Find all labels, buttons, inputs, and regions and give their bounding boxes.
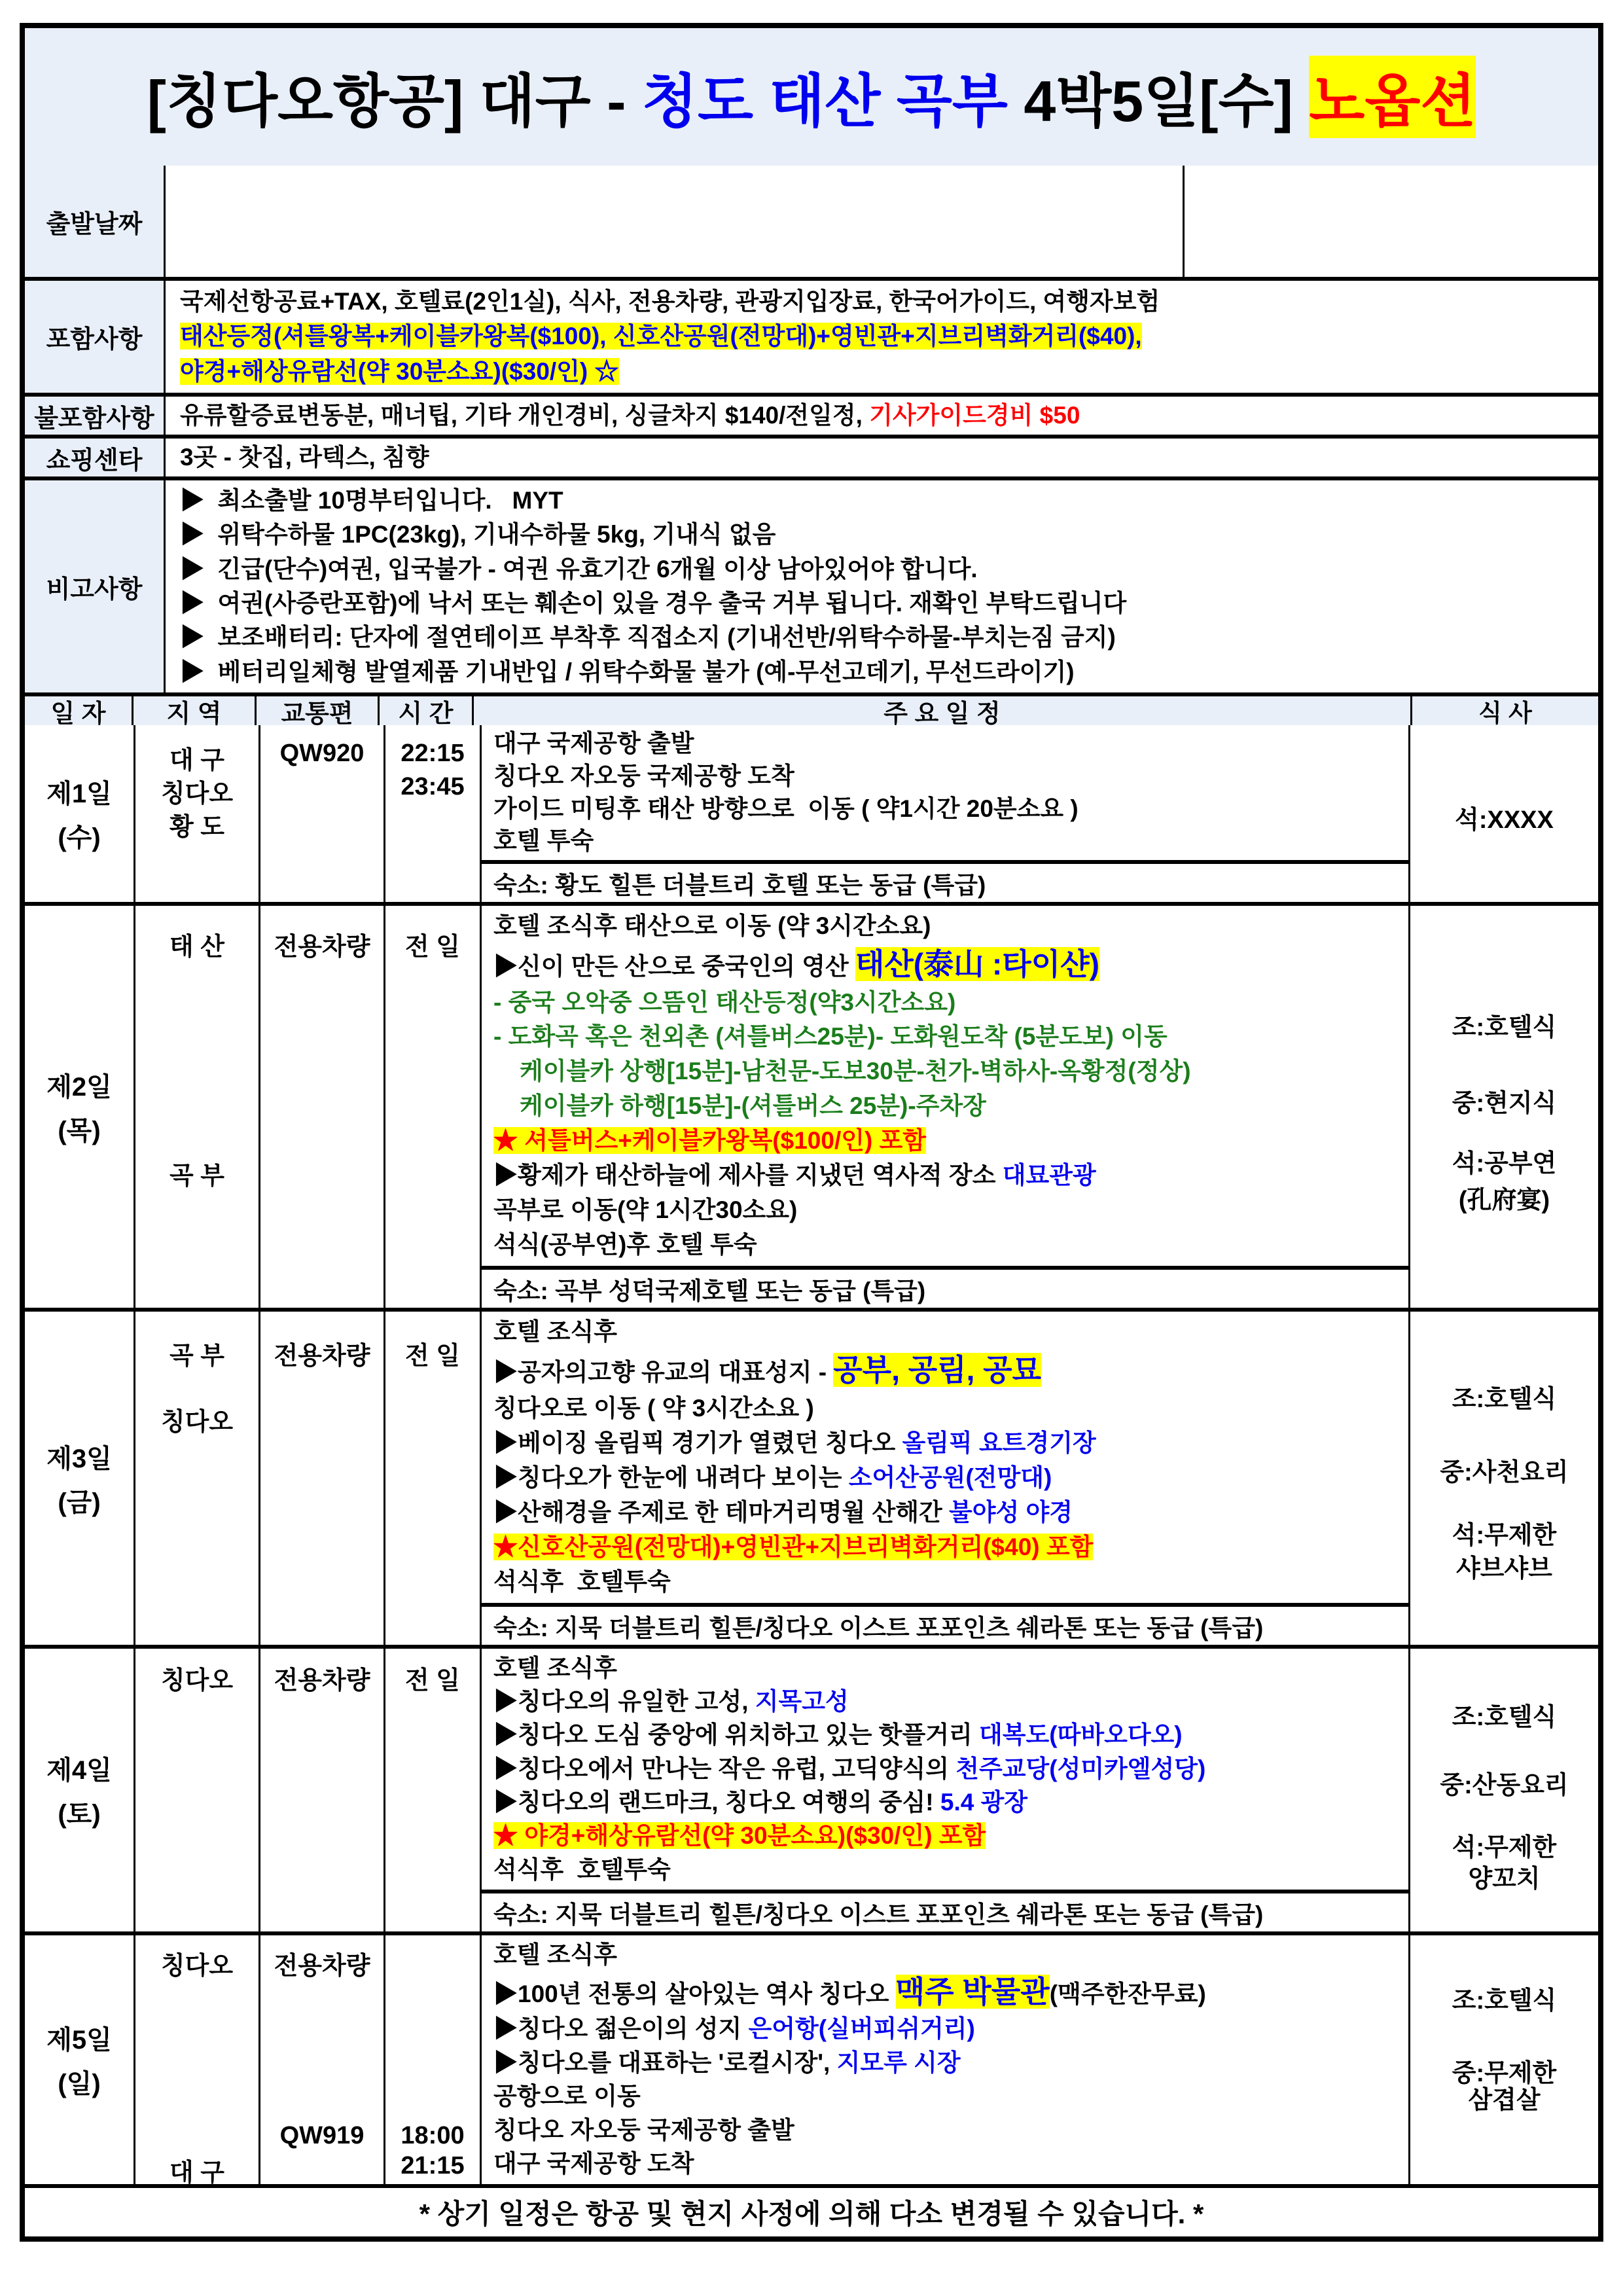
main-schedule-cell (482, 725, 1408, 902)
empty-cell (166, 166, 1185, 277)
text-segment: - 중국 오악중 으뜸인 태산등정(약3시간소요) (493, 988, 956, 1016)
itinerary-list (482, 906, 1408, 1266)
lodging-line: 숙소: 지묵 더블트리 힐튼/칭다오 이스트 포포인츠 쉐라톤 또는 동급 (특급) (482, 1603, 1408, 1645)
itinerary-line (493, 1568, 1408, 1596)
region-cell (135, 1935, 260, 2187)
lodging-line: 숙소: 곡부 성덕국제호텔 또는 동급 (특급) (482, 1266, 1408, 1308)
day-label-line: 제5일 (46, 2026, 112, 2054)
text-segment: ★신호산공원(전망대)+영빈관+지브리벽화거리($40) 포함 (493, 1533, 1094, 1560)
itinerary-line (493, 2150, 1408, 2178)
region-cell-item: 곡 부 (169, 1342, 224, 1370)
lodging-line: 숙소: 황도 힐튼 더블트리 호텔 또는 동급 (특급) (482, 860, 1408, 902)
itinerary-line (493, 1196, 1408, 1225)
meal-cell-item: (孔府宴) (1458, 1186, 1550, 1214)
day-label-line: 제3일 (46, 1444, 112, 1473)
time-cell-item: 23:45 (401, 772, 465, 800)
text-segment: ▶산해경을 주제로 한 테마거리명월 산해간 (493, 1498, 950, 1526)
text-segment: 칭다오로 이동 ( 약 3시간소요 ) (493, 1394, 814, 1422)
text-segment: ▶ 최소출발 10명부터입니다. MYT (180, 486, 563, 514)
text-segment: [칭다오항공] 대구 - (147, 69, 642, 134)
text-segment: ▶ 여권(사증란포함)에 낙서 또는 훼손이 있을 경우 출국 거부 됩니다. 재확인 부탁드립니다 (180, 589, 1127, 617)
text-segment: 청도 태산 곡부 (641, 69, 1008, 134)
info-row-content (166, 281, 1598, 393)
itinerary-line (493, 1058, 1408, 1086)
meal-cell-item: 중:현지식 (1452, 1090, 1557, 1118)
text-segment: ▶베이징 올림픽 경기가 열렸던 칭다오 (493, 1429, 902, 1456)
region-cell (135, 906, 260, 1308)
meal-cell-item: 조:호텔식 (1452, 1013, 1557, 1041)
text-segment: 가이드 미팅후 태산 방향으로 이동 ( 약1시간 20분소요 ) (493, 795, 1079, 822)
itinerary-line (493, 1822, 1408, 1850)
schedule-header-time: 시 간 (380, 696, 474, 725)
text-segment: 칭다오 자오둥 국제공항 출발 (493, 2116, 794, 2144)
schedule-header-row (25, 692, 1598, 728)
text-segment: ▶ 위탁수하물 1PC(23kg), 기내수하물 5kg, 기내식 없음 (180, 521, 776, 548)
meal-cell-item: 석:무제한 (1452, 1834, 1557, 1862)
transport-cell-item: QW920 (279, 739, 365, 767)
itinerary-list (482, 1649, 1408, 1890)
info-line (180, 624, 1598, 652)
info-line (180, 487, 1598, 515)
itinerary-line (493, 1023, 1408, 1051)
transport-cell (260, 1312, 385, 1645)
schedule-header-main: 주 요 일 정 (883, 700, 1001, 728)
info-line (180, 323, 1598, 351)
text-segment: ▶신이 만든 산으로 중국인의 영산 (493, 953, 856, 980)
text-segment: ▶칭다오를 대표하는 '로컬시장', (493, 2049, 837, 2076)
day-label-line: (수) (58, 823, 101, 852)
text-segment: ▶ 베터리일체형 발열제품 기내반입 / 위탁수화물 불가 (예-무선고데기, 무선드라이기) (180, 658, 1075, 685)
text-segment: - 도화곡 혹은 천외촌 (셔틀버스25분)- 도화원도착 (5분도보) 이동 (493, 1023, 1168, 1050)
itinerary-line (493, 1429, 1408, 1458)
itinerary-line (493, 1975, 1408, 2009)
region-cell (135, 1312, 260, 1645)
text-segment: 호텔 조식후 (493, 1654, 617, 1681)
text-segment: ▶ 보조배터리: 단자에 절연테이프 부착후 직접소지 (기내선반/위탁수하물-부치는짐 금지) (180, 624, 1116, 651)
itinerary-line (493, 2083, 1408, 2111)
text-segment: 대구 국제공항 출발 (493, 730, 694, 757)
text-segment: 지모루 시장 (836, 2049, 961, 2076)
text-segment: ▶칭다오에서 만나는 작은 유럽, 고딕양식의 (493, 1755, 956, 1782)
info-line (180, 556, 1598, 584)
itinerary-line (493, 1688, 1408, 1716)
text-segment: ★ 야경+해상유람선(약 30분소요)($30/인) 포함 (493, 1822, 986, 1850)
meal-cell-item: 삼겹살 (1468, 2087, 1541, 2115)
day-label-line: 제2일 (46, 1073, 112, 1102)
itinerary-line (493, 947, 1408, 982)
text-segment: 4박5일[수] (1007, 69, 1310, 134)
schedule-days (25, 725, 1598, 2187)
itinerary-line (493, 1534, 1408, 1562)
itinerary-line (493, 730, 1408, 758)
footer-note: * 상기 일정은 항공 및 현지 사정에 의해 다소 변경될 수 있습니다. * (25, 2184, 1598, 2236)
meal-cell-item: 중:무제한 (1452, 2059, 1557, 2087)
day-cell (25, 1649, 135, 1931)
info-row-label: 포함사항 (25, 281, 166, 393)
text-segment: 유류할증료변동분, 매너팁, 기타 개인경비, 싱글차지 $140/전일정, (180, 401, 870, 429)
text-segment: (맥주한잔무료) (1049, 1981, 1206, 2008)
meal-cell-item: 석:공부연 (1452, 1150, 1557, 1178)
day-label-line: 제1일 (46, 780, 112, 808)
text-segment: ▶칭다오 도심 중앙에 위치하고 있는 핫플거리 (493, 1721, 980, 1749)
meal-cell-item: 석:무제한 (1452, 1522, 1557, 1550)
itinerary-line (493, 1755, 1408, 1784)
region-cell (135, 1649, 260, 1931)
day-row (25, 725, 1598, 902)
transport-cell-item: QW919 (279, 2122, 365, 2149)
region-cell-item: 칭다오 (160, 1952, 234, 1981)
info-line (180, 402, 1598, 430)
time-cell (385, 725, 482, 902)
itinerary-line (493, 1318, 1408, 1346)
region-cell-item: 칭다오 (160, 780, 234, 808)
info-line (180, 590, 1598, 618)
info-row-label: 비고사항 (25, 480, 166, 692)
time-cell-item: 18:00 (401, 2122, 465, 2149)
itinerary-line (493, 912, 1408, 941)
transport-cell-item: 전용차량 (274, 1952, 370, 1981)
text-segment: 공부, 공림, 공묘 (833, 1353, 1042, 1388)
text-segment: 호텔 투숙 (493, 827, 594, 855)
day-cell (25, 1312, 135, 1645)
itinerary-line (493, 1721, 1408, 1749)
text-segment: ▶칭다오 젊은이의 성지 (493, 2015, 749, 2043)
text-segment: 노옵션 (1309, 56, 1476, 138)
region-cell-item: 칭다오 (160, 1408, 234, 1437)
itinerary-line (493, 989, 1408, 1017)
text-segment: ▶칭다오의 랜드마크, 칭다오 여행의 중심! (493, 1789, 940, 1816)
itinerary-line (493, 1856, 1408, 1884)
text-segment: 케이블카 하행[15분]-(셔틀버스 25분)-주차장 (520, 1092, 986, 1120)
region-cell-item: 곡 부 (169, 1162, 224, 1190)
text-segment: 국제선항공료+TAX, 호텔료(2인1실), 식사, 전용차량, 관광지입장료, 한국어가이드, 여행자보험 (180, 287, 1160, 315)
itinerary-list (482, 1935, 1408, 2184)
region-cell-item: 대 구 (169, 2159, 224, 2187)
info-row-포함사항 (25, 277, 1598, 393)
text-segment: 석식후 호텔투숙 (493, 1568, 671, 1595)
text-segment: 공항으로 이동 (493, 2083, 641, 2110)
meal-cell-item: 조:호텔식 (1452, 1704, 1557, 1732)
itinerary-line (493, 1499, 1408, 1527)
day-cell (25, 1935, 135, 2184)
itinerary-line (493, 1395, 1408, 1423)
itinerary-line (493, 762, 1408, 791)
empty-cell (1185, 166, 1598, 277)
info-row-불포함사항 (25, 393, 1598, 435)
text-segment: 대구 국제공항 도착 (493, 2150, 694, 2178)
text-segment: 올림픽 요트경기장 (902, 1429, 1096, 1456)
itinerary-line (493, 1092, 1408, 1121)
text-segment: ▶황제가 태산하늘에 제사를 지냈던 역사적 장소 (493, 1162, 1003, 1189)
text-segment: 태산(泰山 :타이샨) (855, 947, 1099, 982)
meal-cell (1408, 1312, 1598, 1645)
meal-cell-item: 샤브샤브 (1456, 1555, 1552, 1583)
text-segment: 불야성 야경 (949, 1498, 1073, 1526)
text-segment: 호텔 조식후 태산으로 이동 (약 3시간소요) (493, 912, 931, 940)
day-label-line: (일) (58, 2070, 101, 2098)
info-row-label: 출발날짜 (25, 166, 166, 277)
day-label-line: 제4일 (46, 1756, 112, 1785)
info-row-content (166, 397, 1598, 435)
info-row-비고사항 (25, 476, 1598, 692)
text-segment: ▶ 긴급(단수)여권, 입국불가 - 여권 유효기간 6개월 이상 남아있어야 합니다. (180, 555, 978, 583)
info-row-출발날짜 (25, 166, 1598, 277)
text-segment: 케이블카 상행[15분]-남천문-도보30분-천가-벽하사-옥황정(정상) (520, 1058, 1191, 1085)
text-segment: ▶칭다오의 유일한 고성, (493, 1688, 755, 1715)
transport-cell-item: 전용차량 (274, 933, 370, 961)
meal-cell (1408, 1649, 1598, 1931)
meal-cell-item: 중:산동요리 (1440, 1772, 1569, 1800)
meal-cell-item: 조:호텔식 (1452, 1385, 1557, 1413)
text-segment: 석식(공부연)후 호텔 투숙 (493, 1231, 757, 1259)
info-row-label: 쇼핑센타 (25, 439, 166, 476)
text-segment: 천주교당(성미카엘성당) (955, 1755, 1206, 1782)
day-row (25, 902, 1598, 1308)
text-segment: 5.4 광장 (940, 1789, 1028, 1816)
text-segment: 대묘관광 (1002, 1162, 1096, 1189)
info-row-content (166, 166, 1598, 277)
day-cell (25, 725, 135, 902)
time-cell-item: 전 일 (405, 1342, 460, 1370)
itinerary-line (493, 2015, 1408, 2043)
region-cell-item: 칭다오 (160, 1667, 234, 1695)
transport-cell (260, 725, 385, 902)
text-segment: 은어항(실버피쉬거리) (748, 2015, 975, 2043)
info-line (180, 521, 1598, 549)
itinerary-line (493, 795, 1408, 823)
itinerary-list (482, 1312, 1408, 1603)
info-row-쇼핑센타 (25, 435, 1598, 476)
transport-cell-item: 전용차량 (274, 1342, 370, 1370)
info-row-content (166, 439, 1598, 476)
main-schedule-cell (482, 1312, 1408, 1645)
time-cell-item: 21:15 (401, 2151, 465, 2179)
page-title (25, 28, 1598, 166)
itinerary-line (493, 1127, 1408, 1155)
info-section (25, 166, 1598, 692)
day-row (25, 1308, 1598, 1645)
time-cell (385, 1649, 482, 1931)
itinerary-line (493, 1231, 1408, 1259)
region-cell-item: 황 도 (169, 814, 224, 842)
meal-cell (1408, 1935, 1598, 2184)
text-segment: 3곳 - 찻집, 라텍스, 침향 (180, 443, 429, 471)
region-cell-item: 태 산 (169, 933, 224, 961)
info-row-content (166, 480, 1598, 692)
itinerary-line (493, 2117, 1408, 2145)
itinerary-line (493, 827, 1408, 855)
schedule-header-day: 일 자 (25, 696, 134, 725)
day-label-line: (금) (58, 1488, 101, 1517)
text-segment: ▶100년 전통의 살아있는 역사 칭다오 (493, 1981, 896, 2008)
region-cell (135, 725, 260, 902)
itinerary-sheet (20, 23, 1603, 2242)
time-cell (385, 1935, 482, 2184)
text-segment: 태산등정(셔틀왕복+케이블카왕복($100), 신호산공원(전망대)+영빈관+지브리벽화거리($40), (180, 323, 1142, 350)
text-segment: 지목고성 (755, 1688, 849, 1715)
day-row (25, 1645, 1598, 1931)
transport-cell (260, 1649, 385, 1931)
itinerary-line (493, 2049, 1408, 2077)
transport-cell-item: 전용차량 (274, 1667, 370, 1695)
meal-cell-item: 석:XXXX (1455, 806, 1554, 834)
itinerary-list (482, 725, 1408, 860)
meal-cell (1408, 906, 1598, 1308)
time-cell-item: 전 일 (405, 1667, 460, 1695)
schedule-header-region: 지 역 (134, 696, 257, 725)
info-line (180, 288, 1598, 316)
time-cell (385, 1312, 482, 1645)
text-segment: 호텔 조식후 (493, 1318, 617, 1346)
meal-cell-item: 조:호텔식 (1452, 1987, 1557, 2015)
text-segment: 맥주 박물관 (895, 1975, 1050, 2009)
info-row-label: 불포함사항 (25, 397, 166, 435)
text-segment: 소어산공원(전망대) (848, 1463, 1052, 1491)
itinerary-line (493, 1655, 1408, 1683)
meal-cell-item: 중:사천요리 (1440, 1458, 1569, 1486)
region-cell-item: 대 구 (169, 746, 224, 774)
itinerary-line (493, 1789, 1408, 1817)
text-segment: 곡부로 이동(약 1시간30소요) (493, 1196, 798, 1224)
meal-cell-item: 양꼬치 (1468, 1865, 1541, 1893)
transport-cell (260, 1935, 385, 2184)
day-label-line: (목) (58, 1117, 101, 1145)
text-segment: ▶칭다오가 한눈에 내려다 보이는 (493, 1463, 849, 1491)
text-segment: 기사가이드경비 $50 (869, 401, 1080, 429)
text-segment: 석식후 호텔투숙 (493, 1856, 671, 1883)
day-cell (25, 906, 135, 1308)
time-cell-item: 22:15 (401, 739, 465, 767)
day-row (25, 1931, 1598, 2187)
itinerary-line (493, 1464, 1408, 1492)
text-segment: ▶공자의고향 유교의 대표성지 - (493, 1359, 834, 1386)
time-cell (385, 906, 482, 1308)
meal-cell (1408, 725, 1598, 902)
time-cell-item: 전 일 (405, 933, 460, 961)
info-line (180, 658, 1598, 687)
lodging-line: 숙소: 지묵 더블트리 힐튼/칭다오 이스트 포포인츠 쉐라톤 또는 동급 (특급) (482, 1890, 1408, 1931)
day-label-line: (토) (58, 1800, 101, 1829)
main-schedule-cell (482, 1935, 1408, 2184)
text-segment: 호텔 조식후 (493, 1941, 617, 1968)
itinerary-line (493, 1162, 1408, 1190)
info-line (180, 358, 1598, 386)
text-segment: ★ 셔틀버스+케이블카왕복($100/인) 포함 (493, 1127, 927, 1155)
info-line (180, 444, 1598, 472)
main-schedule-cell (482, 906, 1408, 1308)
schedule-header-transport: 교통편 (257, 696, 380, 725)
schedule-header-meal: 식 사 (1410, 696, 1598, 725)
itinerary-line (493, 1353, 1408, 1388)
main-schedule-cell (482, 1649, 1408, 1931)
text-segment: 칭다오 자오둥 국제공항 도착 (493, 762, 794, 789)
text-segment: 대복도(따바오다오) (979, 1721, 1183, 1749)
transport-cell (260, 906, 385, 1308)
itinerary-line (493, 1941, 1408, 1969)
text-segment: 야경+해상유람선(약 30분소요)($30/인) ☆ (180, 357, 619, 385)
